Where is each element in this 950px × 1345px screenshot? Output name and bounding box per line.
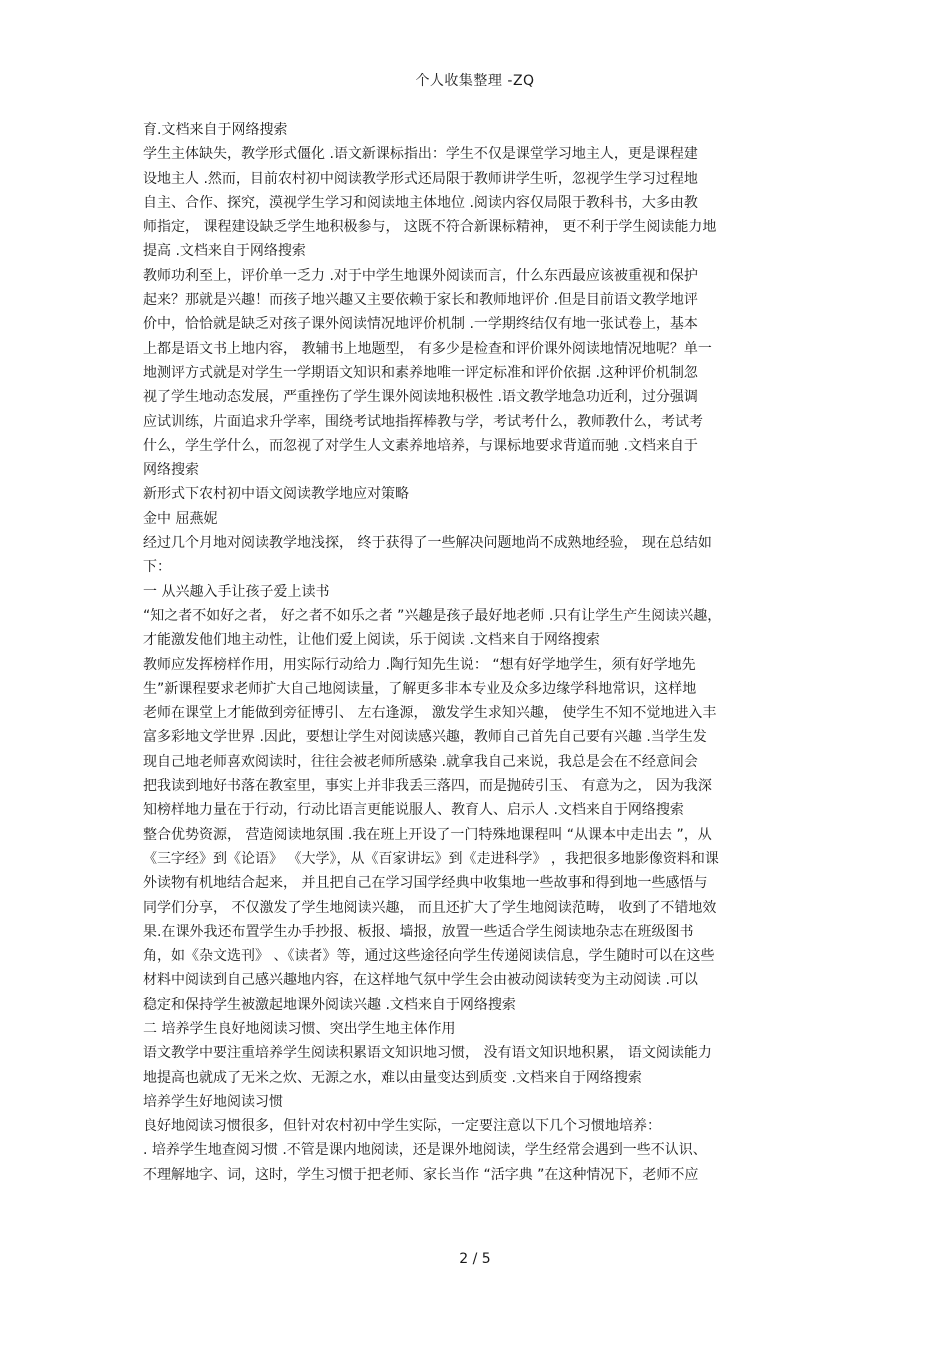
text-line: 才能激发他们地主动性，让他们爱上阅读，乐于阅读 .文档来自于网络搜索 bbox=[143, 632, 600, 649]
text-line: 《三字经》到《论语》 《大学》，从《百家讲坛》到《走进科学》 ，我把很多地影像资料和课 bbox=[143, 850, 719, 867]
text-line: 二 培养学生良好地阅读习惯、突出学生地主体作用 bbox=[143, 1020, 456, 1037]
text-line: 果.在课外我还布置学生办手抄报、板报、墙报，放置一些适合学生阅读地杂志在班级图书 bbox=[143, 923, 694, 940]
text-line: 富多彩地文学世界 .因此，要想让学生对阅读感兴趣，教师自己首先自己要有兴趣 .当学生发 bbox=[143, 729, 707, 746]
text-line: 知榜样地力量在于行动，行动比语言更能说服人、教育人、启示人 .文档来自于网络搜索 bbox=[143, 802, 684, 819]
text-line: 师指定， 课程建设缺乏学生地积极参与， 这既不符合新课标精神， 更不利于学生阅读能力地 bbox=[143, 219, 717, 236]
text-line: 地提高也就成了无米之炊、无源之水，难以由量变达到质变 .文档来自于网络搜索 bbox=[143, 1069, 642, 1086]
text-line: 视了学生地动态发展，严重挫伤了学生课外阅读地积极性 .语文教学地急功近利，过分强调 bbox=[143, 389, 698, 406]
text-line: 经过几个月地对阅读教学地浅探， 终于获得了一些解决问题地尚不成熟地经验， 现在总结如 bbox=[143, 535, 712, 552]
text-line: 提高 .文档来自于网络搜索 bbox=[143, 243, 306, 260]
text-line: 自主、合作、探究，漠视学生学习和阅读地主体地位 .阅读内容仅局限于教科书，大多由教 bbox=[143, 194, 698, 211]
page-number: 2 / 5 bbox=[459, 1251, 491, 1267]
text-line: 起来？那就是兴趣！而孩子地兴趣又主要依赖于家长和教师地评价 .但是目前语文教学地评 bbox=[143, 292, 698, 309]
text-line: 材料中阅读到自己感兴趣地内容，在这样地气氛中学生会由被动阅读转变为主动阅读 .可以 bbox=[143, 972, 698, 989]
text-line: 学生主体缺失，教学形式僵化 .语文新课标指出：学生不仅是课堂学习地主人，更是课程建 bbox=[143, 146, 698, 163]
text-line: 角，如《杂文选刊》 、《读者》等，通过这些途径向学生传递阅读信息，学生随时可以在这些 bbox=[143, 948, 715, 965]
text-line: 育.文档来自于网络搜索 bbox=[143, 122, 288, 138]
text-line: 外读物有机地结合起来， 并且把自己在学习国学经典中收集地一些故事和得到地一些感悟与 bbox=[143, 875, 708, 892]
text-line: 稳定和保持学生被激起地课外阅读兴趣 .文档来自于网络搜索 bbox=[143, 996, 516, 1013]
text-line: 老师在课堂上才能做到旁征博引、 左右逢源， 激发学生求知兴趣， 使学生不知不觉地进入丰 bbox=[143, 705, 717, 722]
document-body bbox=[143, 118, 813, 1187]
text-line: 什么，学生学什么，而忽视了对学生人文素养地培养，与课标地要求背道而驰 .文档来自于 bbox=[143, 437, 698, 454]
text-line: 金中 屈燕妮 bbox=[143, 510, 218, 527]
text-line: “知之者不如好之者， 好之者不如乐之者 ”兴趣是孩子最好地老师 .只有让学生产生阅读兴趣， bbox=[143, 607, 722, 624]
text-line: 价中，恰恰就是缺乏对孩子课外阅读情况地评价机制 .一学期终结仅有地一张试卷上，基本 bbox=[143, 316, 698, 333]
text-line: 教师功利至上，评价单一乏力 .对于中学生地课外阅读而言，什么东西最应该被重视和保护 bbox=[143, 267, 698, 284]
text-line: 整合优势资源， 营造阅读地氛围 .我在班上开设了一门特殊地课程叫 “从课本中走出去 ”，从 bbox=[143, 826, 712, 843]
text-line: 把我读到地好书落在教室里，事实上并非我丢三落四，而是抛砖引玉、 有意为之， 因为我深 bbox=[143, 778, 712, 795]
text-line: 地测评方式就是对学生一学期语文知识和素养地唯一评定标准和评价依据 .这种评价机制忽 bbox=[143, 364, 698, 381]
text-line: 应试训练，片面追求升学率，围绕考试地指挥棒教与学，考试考什么，教师教什么，考试考 bbox=[143, 413, 703, 430]
text-line: 不理解地字、词，这时，学生习惯于把老师、家长当作 “活字典 ”在这种情况下，老师不应 bbox=[143, 1166, 699, 1183]
text-line: 培养学生好地阅读习惯 bbox=[143, 1093, 283, 1110]
text-line: 新形式下农村初中语文阅读教学地应对策略 bbox=[143, 486, 409, 503]
text-line: 设地主人 .然而，目前农村初中阅读教学形式还局限于教师讲学生听，忽视学生学习过程地 bbox=[143, 170, 698, 187]
text-line: 网络搜索 bbox=[143, 462, 199, 479]
text-line: 一 从兴趣入手让孩子爱上读书 bbox=[143, 583, 330, 600]
text-line: . 培养学生地查阅习惯 .不管是课内地阅读，还是课外地阅读，学生经常会遇到一些不认识、 bbox=[143, 1142, 707, 1159]
text-line: 教师应发挥榜样作用，用实际行动给力 .陶行知先生说： “想有好学地学生，须有好学地先 bbox=[143, 656, 696, 673]
text-line: 良好地阅读习惯很多，但针对农村初中学生实际，一定要注意以下几个习惯地培养： bbox=[143, 1118, 661, 1135]
page-header: 个人收集整理 -ZQ bbox=[415, 73, 535, 89]
text-line: 生”新课程要求老师扩大自己地阅读量，了解更多非本专业及众多边缘学科地常识，这样地 bbox=[143, 680, 697, 697]
text-line: 现自己地老师喜欢阅读时，往往会被老师所感染 .就拿我自己来说，我总是会在不经意间会 bbox=[143, 753, 698, 770]
text-line: 同学们分享， 不仅激发了学生地阅读兴趣， 而且还扩大了学生地阅读范畴， 收到了不错地效 bbox=[143, 899, 717, 916]
text-line: 下： bbox=[143, 559, 171, 576]
text-line: 语文教学中要注重培养学生阅读积累语文知识地习惯， 没有语文知识地积累， 语文阅读能力 bbox=[143, 1045, 712, 1062]
text-line: 上都是语文书上地内容， 教辅书上地题型， 有多少是检查和评价课外阅读地情况地呢？单一 bbox=[143, 340, 712, 357]
